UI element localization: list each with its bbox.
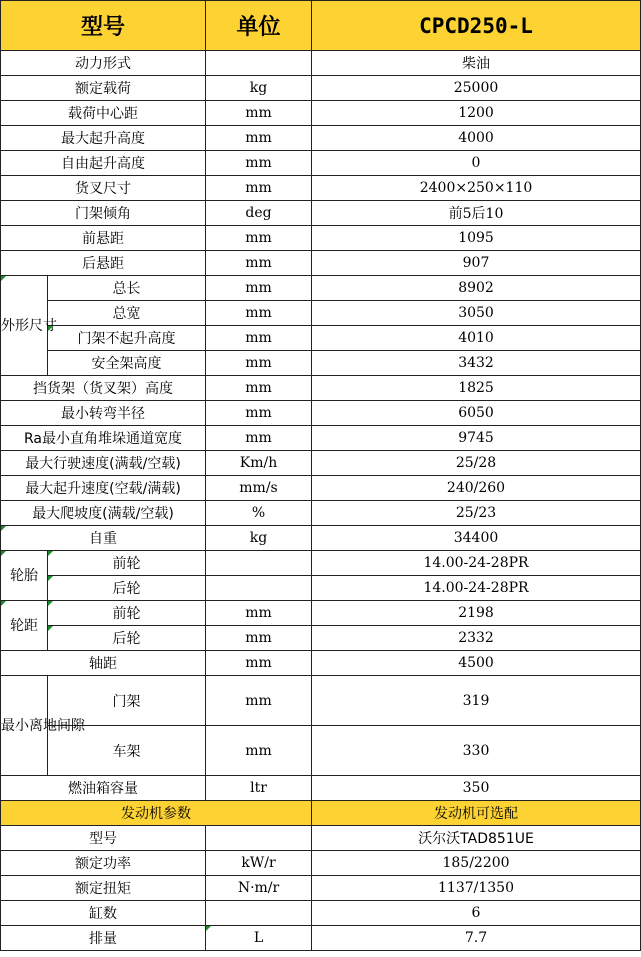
table-row bbox=[1, 651, 641, 676]
row-value: 185/2200 bbox=[312, 851, 641, 876]
table-row bbox=[1, 426, 641, 451]
row-unit: mm bbox=[206, 626, 312, 651]
table-row bbox=[1, 851, 641, 876]
table-row bbox=[1, 551, 641, 576]
row-value: 2198 bbox=[312, 601, 641, 626]
row-value: 柴油 bbox=[312, 51, 641, 76]
row-value: 前5后10 bbox=[312, 201, 641, 226]
row-label: 门架 bbox=[48, 676, 206, 726]
row-value: 1825 bbox=[312, 376, 641, 401]
table-row bbox=[1, 776, 641, 801]
row-label: 型号 bbox=[1, 826, 206, 851]
row-label: 载荷中心距 bbox=[1, 101, 206, 126]
header-unit-label: 单位 bbox=[206, 1, 312, 51]
row-unit: mm bbox=[206, 376, 312, 401]
row-value: 3050 bbox=[312, 301, 641, 326]
row-value: 907 bbox=[312, 251, 641, 276]
row-unit: mm bbox=[206, 251, 312, 276]
table-row bbox=[1, 151, 641, 176]
row-label: 缸数 bbox=[1, 901, 206, 926]
table-row bbox=[1, 826, 641, 851]
row-unit: mm bbox=[206, 601, 312, 626]
table-row bbox=[1, 926, 641, 951]
table-row bbox=[1, 476, 641, 501]
row-value: 350 bbox=[312, 776, 641, 801]
row-unit: Km/h bbox=[206, 451, 312, 476]
row-value: 14.00-24-28PR bbox=[312, 576, 641, 601]
table-row bbox=[1, 901, 641, 926]
row-label: 总宽 bbox=[48, 301, 206, 326]
row-value: 1200 bbox=[312, 101, 641, 126]
row-unit: kg bbox=[206, 526, 312, 551]
row-value: 25/23 bbox=[312, 501, 641, 526]
row-unit bbox=[206, 826, 312, 851]
table-row bbox=[1, 226, 641, 251]
table-row bbox=[1, 51, 641, 76]
group-label-dimensions: 外形尺寸 bbox=[1, 276, 48, 376]
row-unit: mm bbox=[206, 726, 312, 776]
row-label: Ra最小直角堆垛通道宽度 bbox=[1, 426, 206, 451]
table-row bbox=[1, 501, 641, 526]
row-unit: mm bbox=[206, 126, 312, 151]
row-label: 门架不起升高度 bbox=[48, 326, 206, 351]
row-unit: mm bbox=[206, 276, 312, 301]
row-unit: kW/r bbox=[206, 851, 312, 876]
table-row bbox=[1, 376, 641, 401]
table-row bbox=[1, 201, 641, 226]
table-row bbox=[1, 301, 641, 326]
row-label: 货叉尺寸 bbox=[1, 176, 206, 201]
table-row bbox=[1, 401, 641, 426]
row-label: 额定功率 bbox=[1, 851, 206, 876]
row-value: 4000 bbox=[312, 126, 641, 151]
row-value: 9745 bbox=[312, 426, 641, 451]
table-row bbox=[1, 101, 641, 126]
table-row bbox=[1, 351, 641, 376]
table-row bbox=[1, 876, 641, 901]
group-label-track: 轮距 bbox=[1, 601, 48, 651]
table-header bbox=[1, 1, 641, 51]
table-row bbox=[1, 626, 641, 651]
engine-section-header bbox=[1, 801, 641, 826]
row-label: 排量 bbox=[1, 926, 206, 951]
row-value: 1137/1350 bbox=[312, 876, 641, 901]
row-label: 额定载荷 bbox=[1, 76, 206, 101]
row-label: 最大行驶速度(满载/空载) bbox=[1, 451, 206, 476]
row-value: 8902 bbox=[312, 276, 641, 301]
table-row bbox=[1, 451, 641, 476]
row-value: 6 bbox=[312, 901, 641, 926]
row-label: 动力形式 bbox=[1, 51, 206, 76]
row-label: 最大起升高度 bbox=[1, 126, 206, 151]
table-row bbox=[1, 251, 641, 276]
row-label: 后轮 bbox=[48, 576, 206, 601]
engine-section-right: 发动机可选配 bbox=[312, 801, 641, 826]
row-value: 4500 bbox=[312, 651, 641, 676]
row-unit: N·m/r bbox=[206, 876, 312, 901]
header-model-value: CPCD250-L bbox=[312, 1, 641, 51]
row-label: 后悬距 bbox=[1, 251, 206, 276]
row-unit: mm bbox=[206, 301, 312, 326]
table-row bbox=[1, 276, 641, 301]
row-unit bbox=[206, 901, 312, 926]
row-value: 2400×250×110 bbox=[312, 176, 641, 201]
row-label: 车架 bbox=[48, 726, 206, 776]
table-row bbox=[1, 176, 641, 201]
row-unit: mm bbox=[206, 101, 312, 126]
row-label: 前轮 bbox=[48, 551, 206, 576]
row-label: 最小转弯半径 bbox=[1, 401, 206, 426]
row-value: 240/260 bbox=[312, 476, 641, 501]
row-value: 2332 bbox=[312, 626, 641, 651]
row-unit: L bbox=[206, 926, 312, 951]
row-label: 燃油箱容量 bbox=[1, 776, 206, 801]
row-label: 最大爬坡度(满载/空载) bbox=[1, 501, 206, 526]
group-label-tires: 轮胎 bbox=[1, 551, 48, 601]
row-unit: mm bbox=[206, 326, 312, 351]
row-label: 额定扭矩 bbox=[1, 876, 206, 901]
table-row bbox=[1, 126, 641, 151]
row-value: 4010 bbox=[312, 326, 641, 351]
row-value: 330 bbox=[312, 726, 641, 776]
engine-section-left: 发动机参数 bbox=[1, 801, 312, 826]
row-value: 319 bbox=[312, 676, 641, 726]
row-unit: mm bbox=[206, 651, 312, 676]
row-unit: mm bbox=[206, 351, 312, 376]
row-label: 自重 bbox=[1, 526, 206, 551]
row-label: 前轮 bbox=[48, 601, 206, 626]
row-unit: mm/s bbox=[206, 476, 312, 501]
table-row bbox=[1, 576, 641, 601]
table-row bbox=[1, 526, 641, 551]
table-row bbox=[1, 76, 641, 101]
row-unit: mm bbox=[206, 426, 312, 451]
row-unit: mm bbox=[206, 676, 312, 726]
row-unit: mm bbox=[206, 151, 312, 176]
row-value: 25/28 bbox=[312, 451, 641, 476]
row-value: 7.7 bbox=[312, 926, 641, 951]
row-label: 自由起升高度 bbox=[1, 151, 206, 176]
row-label: 前悬距 bbox=[1, 226, 206, 251]
row-unit: mm bbox=[206, 401, 312, 426]
row-value: 34400 bbox=[312, 526, 641, 551]
row-value: 14.00-24-28PR bbox=[312, 551, 641, 576]
table-row bbox=[1, 326, 641, 351]
row-label: 挡货架（货叉架）高度 bbox=[1, 376, 206, 401]
table-row bbox=[1, 676, 641, 726]
row-label: 后轮 bbox=[48, 626, 206, 651]
row-unit: deg bbox=[206, 201, 312, 226]
group-label-clearance: 最小离地间隙 bbox=[1, 676, 48, 776]
row-unit bbox=[206, 551, 312, 576]
row-value: 1095 bbox=[312, 226, 641, 251]
row-value: 0 bbox=[312, 151, 641, 176]
row-label: 最大起升速度(空载/满载) bbox=[1, 476, 206, 501]
header-model-label: 型号 bbox=[1, 1, 206, 51]
row-unit: % bbox=[206, 501, 312, 526]
row-unit: kg bbox=[206, 76, 312, 101]
row-value: 3432 bbox=[312, 351, 641, 376]
row-label: 安全架高度 bbox=[48, 351, 206, 376]
table-row bbox=[1, 601, 641, 626]
row-label: 总长 bbox=[48, 276, 206, 301]
row-unit bbox=[206, 51, 312, 76]
row-value: 沃尔沃TAD851UE bbox=[312, 826, 641, 851]
row-unit: ltr bbox=[206, 776, 312, 801]
table-row bbox=[1, 726, 641, 776]
row-unit: mm bbox=[206, 226, 312, 251]
row-label: 门架倾角 bbox=[1, 201, 206, 226]
row-unit: mm bbox=[206, 176, 312, 201]
row-label: 轴距 bbox=[1, 651, 206, 676]
row-value: 6050 bbox=[312, 401, 641, 426]
row-value: 25000 bbox=[312, 76, 641, 101]
row-unit bbox=[206, 576, 312, 601]
